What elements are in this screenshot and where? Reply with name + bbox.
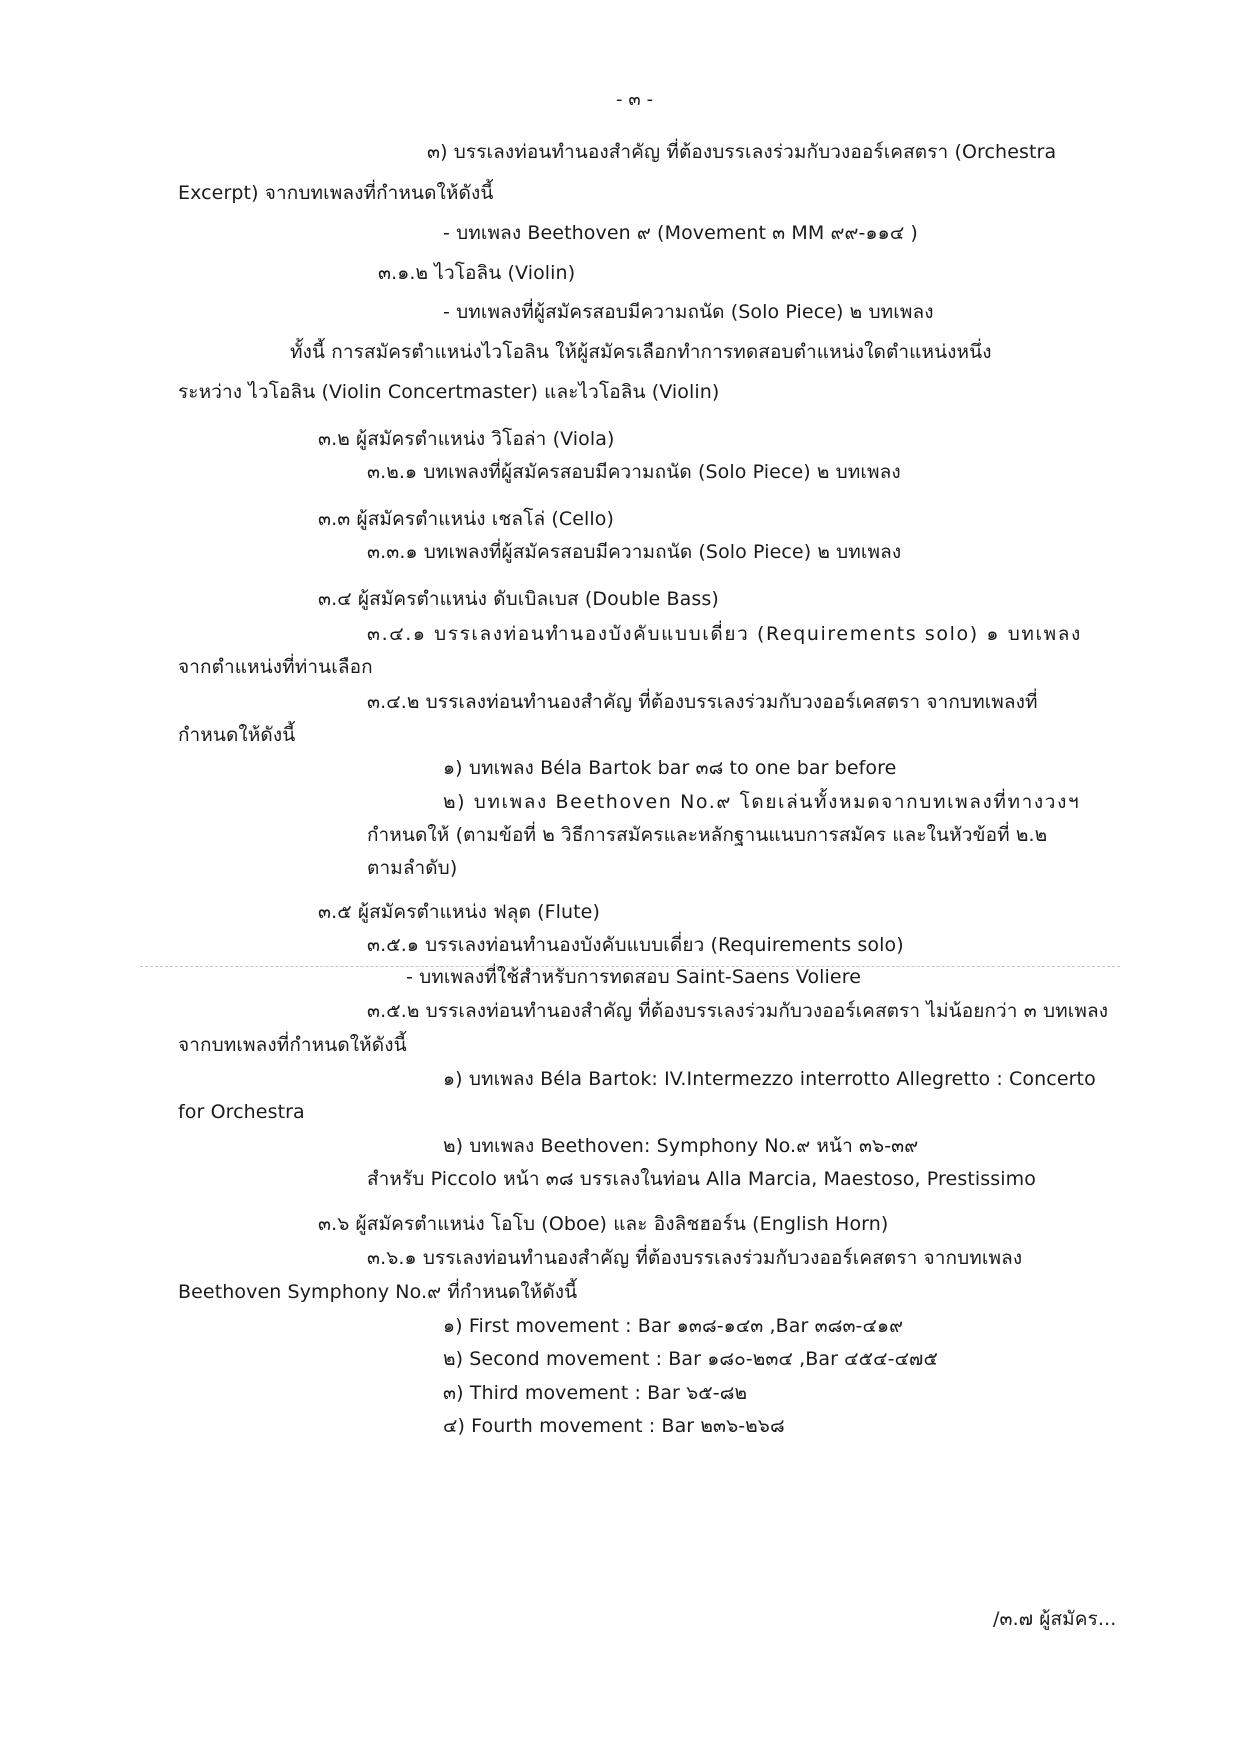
note-paragraph-continuation: ระหว่าง ไวโอลิน (Violin Concertmaster) และไวโอลิน (Violin)	[178, 381, 720, 403]
list-item: ๑) First movement : Bar ๑๓๘-๑๔๓ ,Bar ๓๘๓-๔๑๙	[443, 1315, 904, 1337]
sub-item-3-3-1: ๓.๓.๑ บทเพลงที่ผู้สมัครสอบมีความถนัด (Solo Piece) ๒ บทเพลง	[367, 541, 902, 563]
sub-item-3-4-2: ๓.๔.๒ บรรเลงท่อนทำนองสำคัญ ที่ต้องบรรเลงร่วมกับวงออร์เคสตรา จากบทเพลงที่	[367, 691, 1038, 713]
item-3-orchestra-excerpt: ๓) บรรเลงท่อนทำนองสำคัญ ที่ต้องบรรเลงร่วมกับวงออร์เคสตรา (Orchestra	[427, 141, 1057, 163]
line-continuation: จากบทเพลงที่กำหนดให้ดังนี้	[178, 1034, 407, 1056]
list-item: - บทเพลงที่ใช้สำหรับการทดสอบ Saint-Saens Voliere	[406, 966, 862, 988]
sub-item-3-2-1: ๓.๒.๑ บทเพลงที่ผู้สมัครสอบมีความถนัด (Solo Piece) ๒ บทเพลง	[367, 461, 901, 483]
section-heading-3-3: ๓.๓ ผู้สมัครตำแหน่ง เชลโล่ (Cello)	[318, 508, 614, 530]
list-item: ๒) บทเพลง Beethoven: Symphony No.๙ หน้า ๓๖-๓๙	[443, 1135, 919, 1157]
sub-item-3-4-1: ๓.๔.๑ บรรเลงท่อนทำนองบังคับแบบเดี่ยว (Requirements solo) ๑ บทเพลง	[367, 623, 1082, 645]
note-paragraph: ทั้งนี้ การสมัครตำแหน่งไวโอลิน ให้ผู้สมัครเลือกทำการทดสอบตำแหน่งใดตำแหน่งหนึ่ง	[290, 341, 992, 363]
section-heading-3-4: ๓.๔ ผู้สมัครตำแหน่ง ดับเบิลเบส (Double Bass)	[318, 588, 719, 610]
line-continuation: ตามลำดับ)	[367, 857, 458, 879]
list-item: ๔) Fourth movement : Bar ๒๓๖-๒๖๘	[443, 1415, 785, 1437]
sub-item-3-5-1: ๓.๕.๑ บรรเลงท่อนทำนองบังคับแบบเดี่ยว (Requirements solo)	[367, 934, 904, 956]
list-item-note: สำหรับ Piccolo หน้า ๓๘ บรรเลงในท่อน Alla Marcia, Maestoso, Prestissimo	[367, 1168, 1036, 1190]
list-item: ๑) บทเพลง Béla Bartok bar ๓๘ to one bar before	[443, 757, 897, 779]
continuation-footer: /๓.๗ ผู้สมัคร...	[993, 1608, 1117, 1630]
line-continuation: Beethoven Symphony No.๙ ที่กำหนดให้ดังนี้	[178, 1281, 578, 1303]
page-number: - ๓ -	[616, 89, 654, 110]
list-item: - บทเพลง Beethoven ๙ (Movement ๓ MM ๙๙-๑๑๔ )	[443, 222, 918, 244]
sub-item-3-6-1: ๓.๖.๑ บรรเลงท่อนทำนองสำคัญ ที่ต้องบรรเลงร่วมกับวงออร์เคสตรา จากบทเพลง	[367, 1247, 1023, 1269]
list-item: ๑) บทเพลง Béla Bartok: IV.Intermezzo interrotto Allegretto : Concerto	[443, 1068, 1096, 1090]
line-continuation: จากตำแหน่งที่ท่านเลือก	[178, 656, 373, 678]
section-heading-3-2: ๓.๒ ผู้สมัครตำแหน่ง วิโอล่า (Viola)	[318, 428, 615, 450]
list-item: ๒) Second movement : Bar ๑๘๐-๒๓๔ ,Bar ๔๕๔-๔๗๕	[443, 1348, 938, 1370]
list-item: ๒) บทเพลง Beethoven No.๙ โดยเล่นทั้งหมดจากบทเพลงที่ทางวงฯ	[443, 791, 1081, 813]
line-continuation: กำหนดให้ดังนี้	[178, 724, 296, 746]
section-heading-3-6: ๓.๖ ผู้สมัครตำแหน่ง โอโบ (Oboe) และ อิงลิชฮอร์น (English Horn)	[318, 1213, 889, 1235]
line-continuation: for Orchestra	[178, 1101, 305, 1123]
section-heading-3-1-2: ๓.๑.๒ ไวโอลิน (Violin)	[378, 262, 576, 284]
line-continuation: Excerpt) จากบทเพลงที่กำหนดให้ดังนี้	[178, 182, 494, 204]
list-item: ๓) Third movement : Bar ๖๕-๘๒	[443, 1382, 748, 1404]
line-continuation: กำหนดให้ (ตามข้อที่ ๒ วิธีการสมัครและหลักฐานแนบการสมัคร และในหัวข้อที่ ๒.๒	[367, 824, 1048, 846]
sub-item-3-5-2: ๓.๕.๒ บรรเลงท่อนทำนองสำคัญ ที่ต้องบรรเลงร่วมกับวงออร์เคสตรา ไม่น้อยกว่า ๓ บทเพลง	[367, 1000, 1109, 1022]
section-heading-3-5: ๓.๕ ผู้สมัครตำแหน่ง ฟลุต (Flute)	[318, 901, 600, 923]
list-item: - บทเพลงที่ผู้สมัครสอบมีความถนัด (Solo Piece) ๒ บทเพลง	[443, 301, 934, 323]
